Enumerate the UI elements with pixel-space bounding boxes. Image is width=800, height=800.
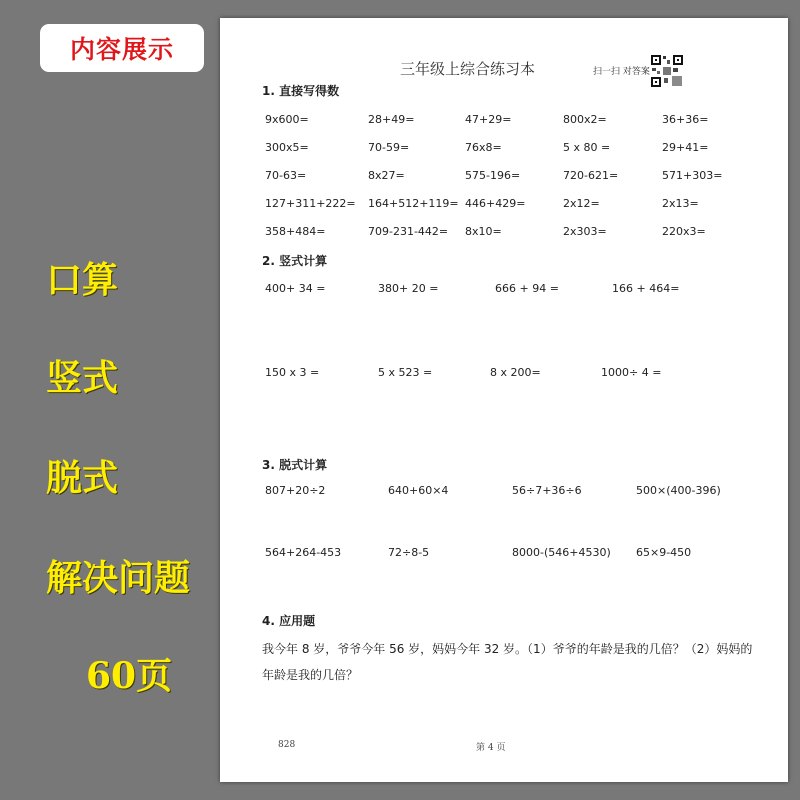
oral-problem: 709-231-442= — [368, 225, 449, 238]
oral-problem: 70-59= — [368, 141, 410, 154]
oral-problem: 29+41= — [662, 141, 709, 154]
vertical-problem: 5 x 523 = — [378, 366, 433, 379]
vertical-problem: 400+ 34 = — [265, 282, 326, 295]
page-number: 第 4 页 — [476, 743, 506, 753]
vertical-problem: 666 + 94 = — [495, 282, 559, 295]
section-stepwise-heading: 3. 脱式计算 — [262, 458, 328, 472]
scan-hint: 扫一扫 对答案 — [593, 67, 650, 77]
page-title: 三年级上综合练习本 — [400, 60, 536, 78]
side-label-vertical: 竖式 — [46, 357, 119, 399]
vertical-problem: 8 x 200= — [490, 366, 541, 379]
oral-problem: 9x600= — [265, 113, 309, 126]
oral-problem: 358+484= — [265, 225, 326, 238]
oral-problem: 164+512+119= — [368, 197, 459, 210]
oral-problem: 720-621= — [563, 169, 619, 182]
oral-problem: 70-63= — [265, 169, 307, 182]
stepwise-problem: 56÷7+36÷6 — [512, 484, 582, 497]
vertical-problem: 150 x 3 = — [265, 366, 320, 379]
oral-problem: 220x3= — [662, 225, 706, 238]
oral-problem: 800x2= — [563, 113, 607, 126]
oral-problem: 2x303= — [563, 225, 607, 238]
word-problem-text: 我今年 8 岁，爷爷今年 56 岁，妈妈今年 32 岁。（1）爷爷的年龄是我的几倍？（2）妈妈的年龄是我的几倍？ — [262, 642, 753, 682]
oral-problem: 36+36= — [662, 113, 709, 126]
side-label-oral: 口算 — [46, 259, 119, 301]
side-label-stepwise: 脱式 — [46, 457, 119, 499]
oral-problem: 8x10= — [465, 225, 502, 238]
stepwise-problem: 564+264-453 — [265, 546, 342, 559]
oral-problem: 571+303= — [662, 169, 723, 182]
content-display-badge: 内容展示 — [40, 24, 204, 72]
oral-problem: 2x12= — [563, 197, 600, 210]
oral-problem: 8x27= — [368, 169, 405, 182]
stepwise-problem: 72÷8-5 — [388, 546, 430, 559]
stepwise-problem: 807+20÷2 — [265, 484, 326, 497]
page-code: 828 — [278, 740, 296, 750]
oral-problem: 76x8= — [465, 141, 502, 154]
vertical-problem: 166 + 464= — [612, 282, 680, 295]
vertical-problem: 380+ 20 = — [378, 282, 439, 295]
oral-problem: 5 x 80 = — [563, 141, 611, 154]
oral-problem: 127+311+222= — [265, 197, 356, 210]
stepwise-problem: 65×9-450 — [636, 546, 692, 559]
side-label-pages: 60页 — [86, 655, 173, 697]
oral-problem: 300x5= — [265, 141, 309, 154]
section-oral-heading: 1. 直接写得数 — [262, 84, 340, 98]
qr-code-icon — [650, 54, 684, 88]
vertical-problem: 1000÷ 4 = — [601, 366, 662, 379]
oral-problem: 2x13= — [662, 197, 699, 210]
section-vertical-heading: 2. 竖式计算 — [262, 254, 328, 268]
stepwise-problem: 500×(400-396) — [636, 484, 721, 497]
stepwise-problem: 8000-(546+4530) — [512, 546, 611, 559]
side-label-problems: 解决问题 — [46, 557, 191, 599]
oral-problem: 575-196= — [465, 169, 521, 182]
stepwise-problem: 640+60×4 — [388, 484, 449, 497]
section-word-problem-heading: 4. 应用题 — [262, 614, 316, 628]
oral-problem: 446+429= — [465, 197, 526, 210]
oral-problem: 28+49= — [368, 113, 415, 126]
worksheet-page — [220, 18, 788, 782]
oral-problem: 47+29= — [465, 113, 512, 126]
